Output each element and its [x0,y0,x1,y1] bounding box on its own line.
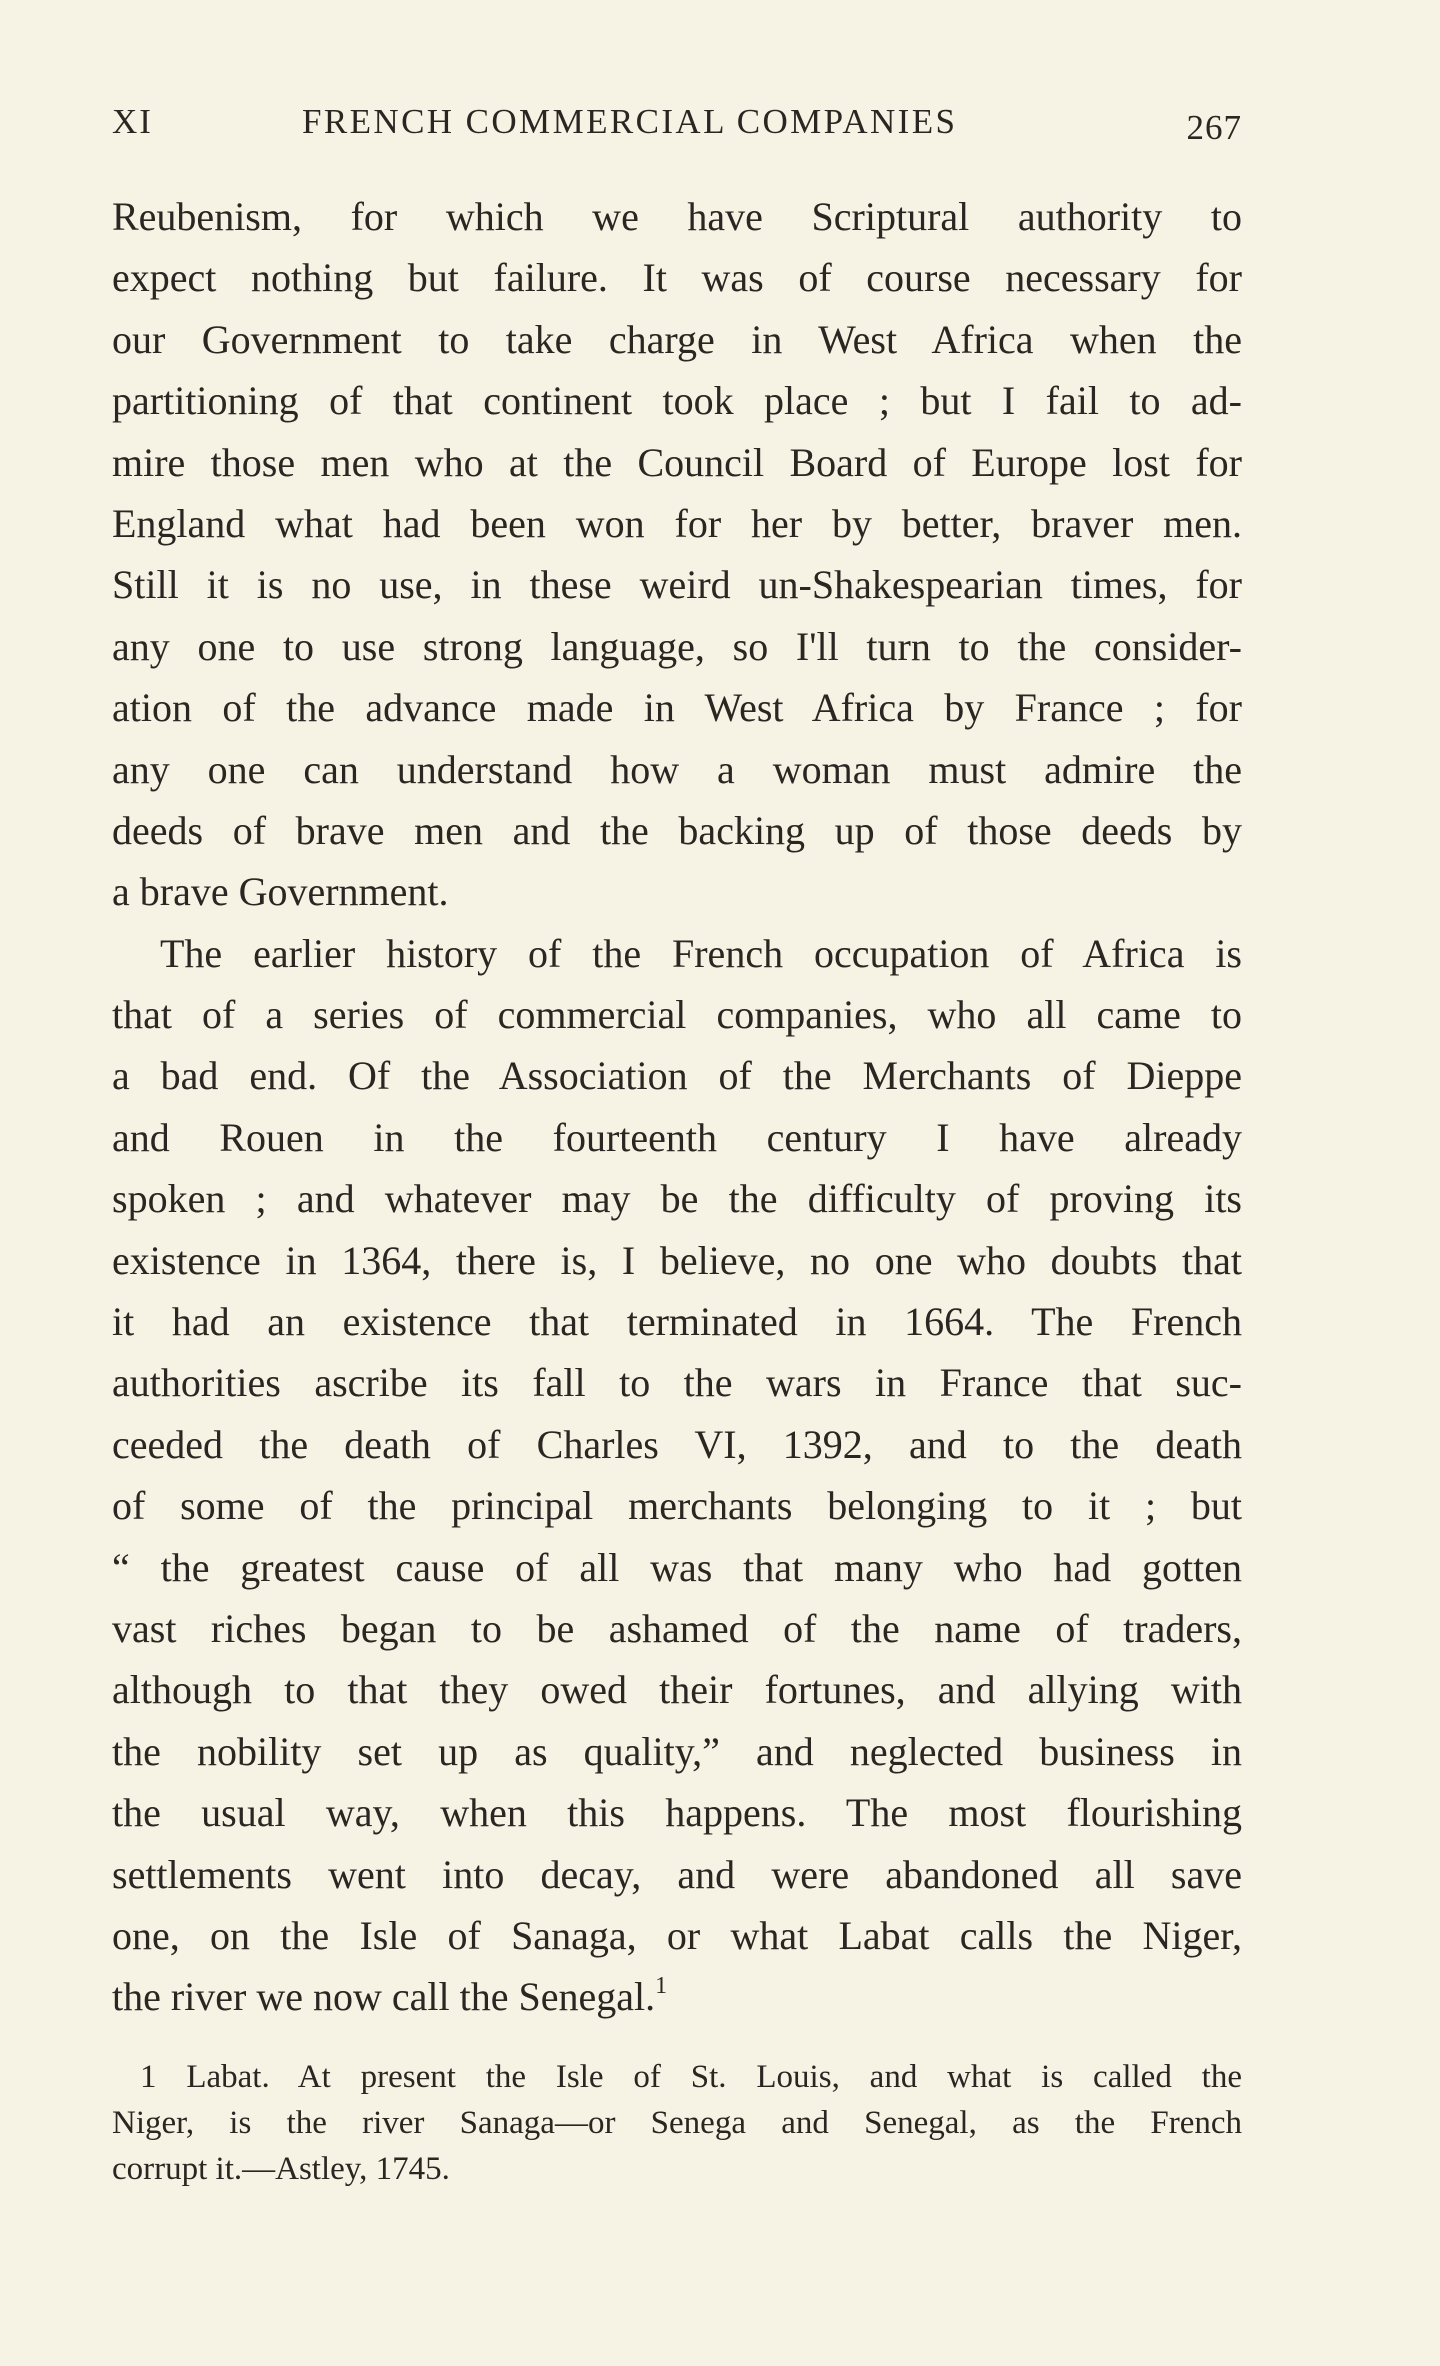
text-line: any one to use strong language, so I'll turn to the consider- [112,623,1242,669]
text-line: The earlier history of the French occupation of Africa is [160,930,1242,976]
text-line: ceeded the death of Charles VI, 1392, and to the death [112,1421,1242,1467]
footnote-line: corrupt it.—Astley, 1745. [112,2151,450,2187]
text-line: any one can understand how a woman must admire the [112,746,1242,792]
text-line: one, on the Isle of Sanaga, or what Labat calls the Niger, [112,1912,1242,1958]
text-line: the nobility set up as quality,” and neglected business in [112,1728,1242,1774]
text-line: our Government to take charge in West Africa when the [112,316,1242,362]
text-line-with-footnote-ref [112,1966,1242,2027]
text-line: Still it is no use, in these weird un-Shakespearian times, for [112,562,1242,608]
text-line: authorities ascribe its fall to the wars in France that suc- [112,1360,1242,1406]
text-line: and Rouen in the fourteenth century I have already [112,1114,1242,1160]
footnote-reference: 1 [655,1973,668,2000]
body-text [112,186,1242,2028]
footnote-line: 1 Labat. At present the Isle of St. Louis, and what is called the [140,2059,1242,2095]
text-line: ation of the advance made in West Africa by France ; for [112,685,1242,731]
text-line-content: the river we now call the Senegal. [112,1974,656,2020]
text-line: “ the greatest cause of all was that many who had gotten [112,1544,1242,1590]
text-line: the usual way, when this happens. The most flourishing [112,1790,1242,1836]
footnote-line: Niger, is the river Sanaga—or Senega and Senegal, as the French [112,2105,1242,2141]
text-line: partitioning of that continent took place ; but I fail to ad- [112,378,1242,424]
footnotes [112,2054,1242,2192]
text-line: that of a series of commercial companies, who all came to [112,992,1242,1038]
text-line: although to that they owed their fortunes, and allying with [112,1667,1242,1713]
text-line: Reubenism, for which we have Scriptural authority to [112,194,1242,239]
text-line: it had an existence that terminated in 1664. The French [112,1299,1242,1345]
text-line: deeds of brave men and the backing up of those deeds by [112,807,1242,853]
text-line: spoken ; and whatever may be the difficulty of proving its [112,1176,1242,1222]
page-number: 267 [1186,108,1242,147]
running-header [112,102,1242,162]
text-line: expect nothing but failure. It was of course necessary for [112,255,1242,301]
text-line: existence in 1364, there is, I believe, no one who doubts that [112,1237,1242,1283]
chapter-number: XI [112,102,153,141]
text-line: settlements went into decay, and were abandoned all save [112,1851,1242,1897]
text-line: vast riches began to be ashamed of the name of traders, [112,1605,1242,1651]
text-line: a brave Government. [112,869,449,915]
text-line: England what had been won for her by better, braver men. [112,500,1242,546]
text-line: of some of the principal merchants belonging to it ; but [112,1483,1242,1529]
text-line: mire those men who at the Council Board of Europe lost for [112,439,1242,485]
text-line: a bad end. Of the Association of the Merchants of Dieppe [112,1053,1242,1099]
running-title: FRENCH COMMERCIAL COMPANIES [302,102,958,141]
